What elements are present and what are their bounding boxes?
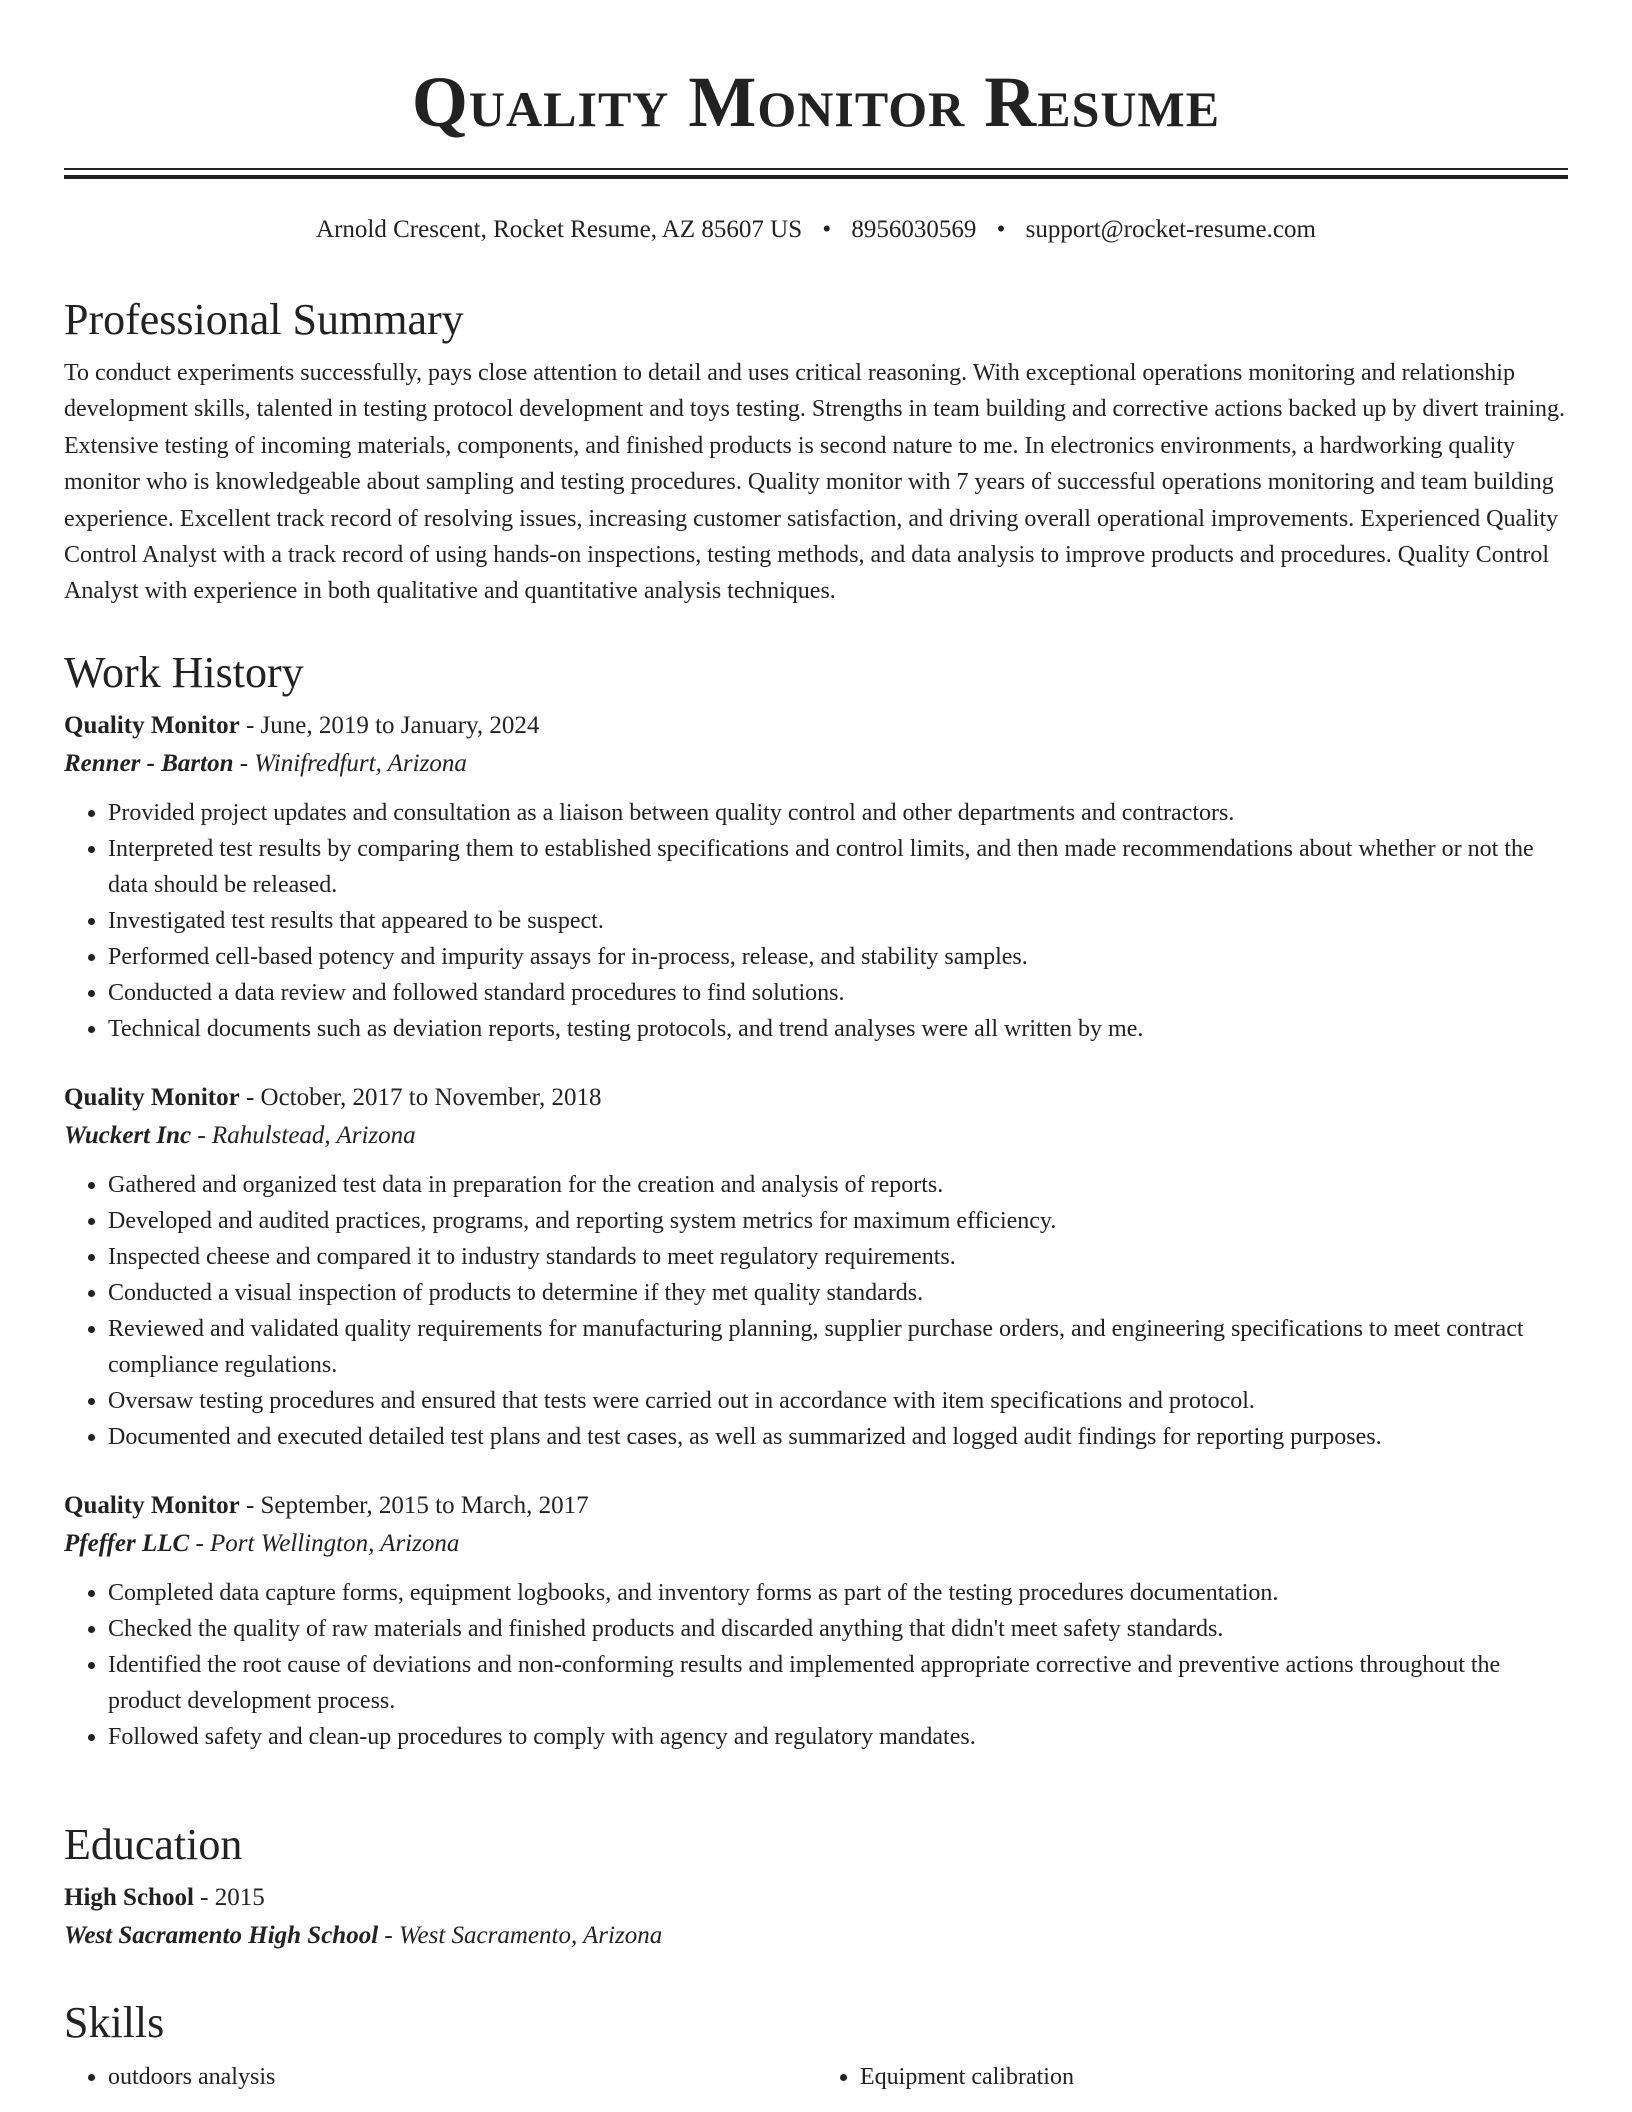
skill-item: • outdoors analysis (108, 2059, 816, 2095)
job-bullets (64, 1167, 1568, 1455)
contact-phone: 8956030569 (851, 216, 977, 243)
education-school: West Sacramento High School (64, 1922, 379, 1949)
job-title: Quality Monitor (64, 712, 240, 739)
job-bullet: • Completed data capture forms, equipment logbooks, and inventory forms as part of the testing procedures documentation. (108, 1575, 1568, 1611)
contact-line (0, 212, 1632, 248)
job-bullets (64, 795, 1568, 1047)
company-name: Renner - Barton (64, 750, 234, 777)
skills-list-right (816, 2059, 1568, 2095)
job-dates: - September, 2015 to March, 2017 (239, 1492, 589, 1519)
job-title-line (64, 1487, 1568, 1525)
education-year: - 2015 (193, 1884, 265, 1911)
job-bullet: • Technical documents such as deviation reports, testing protocols, and trend analyses were all written by me. (108, 1011, 1568, 1047)
education-section (64, 1817, 1568, 1955)
skills-section (64, 1995, 1568, 2095)
job-entry (64, 1487, 1568, 1755)
job-bullet: • Reviewed and validated quality requirements for manufacturing planning, supplier purchase orders, and engineering specifications to meet contract compliance regulations. (108, 1311, 1568, 1383)
company-location: - Rahulstead, Arizona (191, 1122, 416, 1149)
job-bullet: • Performed cell-based potency and impurity assays for in-process, release, and stability samples. (108, 939, 1568, 975)
company-location: - Port Wellington, Arizona (189, 1530, 460, 1557)
skills-heading: Skills (64, 1998, 165, 2047)
work-history-heading: Work History (64, 648, 304, 697)
job-dates: - October, 2017 to November, 2018 (239, 1084, 602, 1111)
education-degree-line (64, 1879, 1568, 1917)
job-bullet: • Investigated test results that appeared to be suspect. (108, 903, 1568, 939)
job-dates: - June, 2019 to January, 2024 (239, 712, 540, 739)
summary-heading: Professional Summary (64, 295, 464, 344)
company-location: - Winifredfurt, Arizona (233, 750, 467, 777)
company-name: Wuckert Inc (64, 1122, 192, 1149)
summary-section (64, 292, 1568, 610)
job-entry (64, 1079, 1568, 1455)
title-divider-thin (64, 168, 1568, 170)
education-heading: Education (64, 1820, 243, 1869)
skills-list-left (64, 2059, 816, 2095)
skills-columns (64, 2059, 1568, 2095)
title-divider-thick (64, 175, 1568, 179)
job-bullet: • Checked the quality of raw materials and finished products and discarded anything that didn't meet safety standards. (108, 1611, 1568, 1647)
company-line (64, 745, 1568, 783)
summary-text: To conduct experiments successfully, pays close attention to detail and uses critical reasoning. With exceptional operations monitoring and relationship development skills, talented in testing protocol development and toys testing. Strengths in team building and corrective actions backed up by divert training. Extensive testing of incoming materials, components, and finished products is second nature to me. In electronics environments, a hardworking quality monitor who is knowledgeable about sampling and testing procedures. Quality monitor with 7 years of successful operations monitoring and team building experience. Excellent track record of resolving issues, increasing customer satisfaction, and driving overall operational improvements. Experienced Quality Control Analyst with a track record of using hands-on inspections, testing methods, and data analysis to improve products and procedures. Quality Control Analyst with experience in both qualitative and quantitative analysis techniques. (64, 360, 1565, 605)
job-title: Quality Monitor (64, 1492, 240, 1519)
resume-title: Quality Monitor Resume (411, 62, 1221, 142)
job-bullet: • Developed and audited practices, programs, and reporting system metrics for maximum efficiency. (108, 1203, 1568, 1239)
job-bullet: • Followed safety and clean-up procedures to comply with agency and regulatory mandates. (108, 1719, 1568, 1755)
education-degree: High School (64, 1884, 194, 1911)
job-bullets (64, 1575, 1568, 1755)
job-bullet: • Conducted a data review and followed standard procedures to find solutions. (108, 975, 1568, 1011)
job-title: Quality Monitor (64, 1084, 240, 1111)
work-history-section (64, 645, 1568, 1755)
job-bullet: • Oversaw testing procedures and ensured that tests were carried out in accordance with item specifications and protocol. (108, 1383, 1568, 1419)
job-title-line (64, 1079, 1568, 1117)
job-title-line (64, 707, 1568, 745)
education-location: - West Sacramento, Arizona (378, 1922, 663, 1949)
contact-separator: • (822, 216, 832, 243)
education-school-line (64, 1917, 1568, 1955)
job-bullet: • Conducted a visual inspection of products to determine if they met quality standards. (108, 1275, 1568, 1311)
job-bullet: • Identified the root cause of deviations and non-conforming results and implemented appropriate corrective and preventive actions throughout the product development process. (108, 1647, 1568, 1719)
company-name: Pfeffer LLC (64, 1530, 190, 1557)
job-bullet: • Inspected cheese and compared it to industry standards to meet regulatory requirements. (108, 1239, 1568, 1275)
job-entry (64, 707, 1568, 1047)
job-bullet: • Interpreted test results by comparing them to established specifications and control limits, and then made recommendations about whether or not the data should be released. (108, 831, 1568, 903)
contact-email: support@rocket-resume.com (1025, 216, 1316, 243)
company-line (64, 1525, 1568, 1563)
job-bullet: • Documented and executed detailed test plans and test cases, as well as summarized and logged audit findings for reporting purposes. (108, 1419, 1568, 1455)
company-line (64, 1117, 1568, 1155)
contact-separator: • (996, 216, 1006, 243)
job-bullet: • Gathered and organized test data in preparation for the creation and analysis of reports. (108, 1167, 1568, 1203)
contact-address: Arnold Crescent, Rocket Resume, AZ 85607 US (316, 216, 803, 243)
skill-item: • Equipment calibration (860, 2059, 1568, 2095)
job-bullet: • Provided project updates and consultation as a liaison between quality control and other departments and contractors. (108, 795, 1568, 831)
